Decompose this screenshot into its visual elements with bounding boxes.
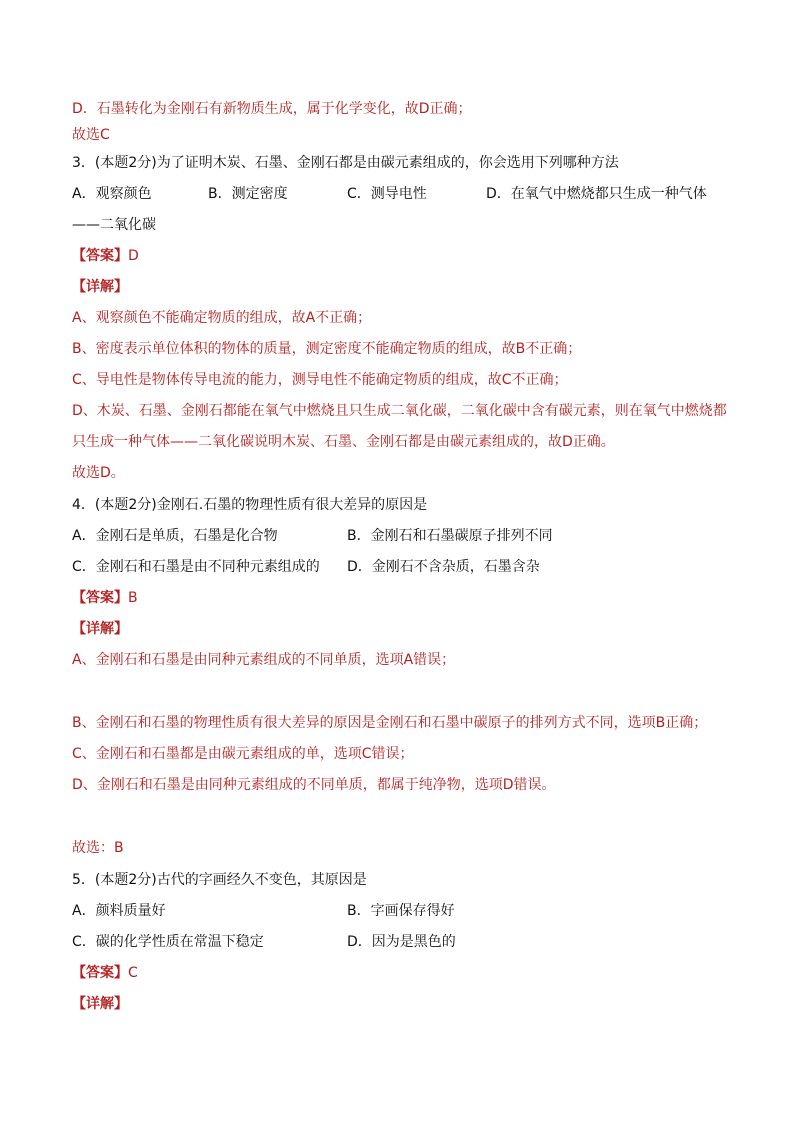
q4-detail-label: 【详解】 <box>72 621 128 637</box>
q3-option-a: A．观察颜色 <box>72 186 152 202</box>
q4-stem: 4．(本题2分)金刚石.石墨的物理性质有很大差异的原因是 <box>72 497 428 513</box>
q3-explanation-d-line2: 只生成一种气体——二氧化碳说明木炭、石墨、金刚石都是由碳元素组成的，故D正确。 <box>72 434 615 450</box>
q5-option-b: B．字画保存得好 <box>347 903 455 919</box>
q5-stem: 5．(本题2分)古代的字画经久不变色，其原因是 <box>72 872 367 888</box>
q3-explanation-d-line1: D、木炭、石墨、金刚石都能在氧气中燃烧且只生成二氧化碳，二氧化碳中含有碳元素，则在氧气中燃烧都 <box>72 403 727 419</box>
q3-detail-label: 【详解】 <box>72 279 128 295</box>
q5-detail-label: 【详解】 <box>72 996 128 1012</box>
q3-option-d: D．在氧气中燃烧都只生成一种气体 <box>486 186 707 202</box>
answer-label: 【答案】 <box>72 965 128 981</box>
answer-label: 【答案】 <box>72 590 128 606</box>
answer-label: 【答案】 <box>72 248 128 264</box>
q2-pick: 故选C <box>72 127 110 143</box>
q4-answer <box>72 589 138 607</box>
q5-answer <box>72 964 138 982</box>
q5-option-a: A．颜料质量好 <box>72 903 166 919</box>
q2-explanation-d: D．石墨转化为金刚石有新物质生成，属于化学变化，故D正确； <box>72 101 472 117</box>
answer-value: C <box>128 965 138 981</box>
q5-option-c: C．碳的化学性质在常温下稳定 <box>72 934 264 950</box>
q3-option-b: B．测定密度 <box>208 186 288 202</box>
q4-explanation-b: B、金刚石和石墨的物理性质有很大差异的原因是金刚石和石墨中碳原子的排列方式不同，选项B正确； <box>72 715 708 731</box>
q4-option-c: C．金刚石和石墨是由不同种元素组成的 <box>72 559 320 575</box>
q3-option-c: C．测导电性 <box>347 186 427 202</box>
answer-value: B <box>128 590 138 606</box>
q4-pick: 故选：B <box>72 840 124 856</box>
q5-option-d: D．因为是黑色的 <box>347 934 456 950</box>
q3-answer <box>72 247 139 265</box>
answer-value: D <box>128 248 139 264</box>
q4-option-a: A．金刚石是单质，石墨是化合物 <box>72 528 278 544</box>
q3-stem: 3．(本题2分)为了证明木炭、石墨、金刚石都是由碳元素组成的，你会选用下列哪种方法 <box>72 155 619 171</box>
q4-explanation-c: C、金刚石和石墨都是由碳元素组成的单，选项C错误； <box>72 746 414 762</box>
q3-explanation-c: C、导电性是物体传导电流的能力，测导电性不能确定物质的组成，故C不正确； <box>72 372 568 388</box>
q4-option-b: B．金刚石和石墨碳原子排列不同 <box>347 528 553 544</box>
q4-explanation-a: A、金刚石和石墨是由同种元素组成的不同单质，选项A错误； <box>72 652 456 668</box>
q3-pick: 故选D。 <box>72 465 125 481</box>
q3-explanation-a: A、观察颜色不能确定物质的组成，故A不正确； <box>72 310 372 326</box>
q4-explanation-d: D、金刚石和石墨是由同种元素组成的不同单质，都属于纯净物，选项D错误。 <box>72 777 556 793</box>
q3-option-d-continued: ——二氧化碳 <box>72 217 156 233</box>
q3-explanation-b: B、密度表示单位体积的物体的质量，测定密度不能确定物质的组成，故B不正确； <box>72 341 582 357</box>
q4-option-d: D．金刚石不含杂质，石墨含杂 <box>347 559 540 575</box>
